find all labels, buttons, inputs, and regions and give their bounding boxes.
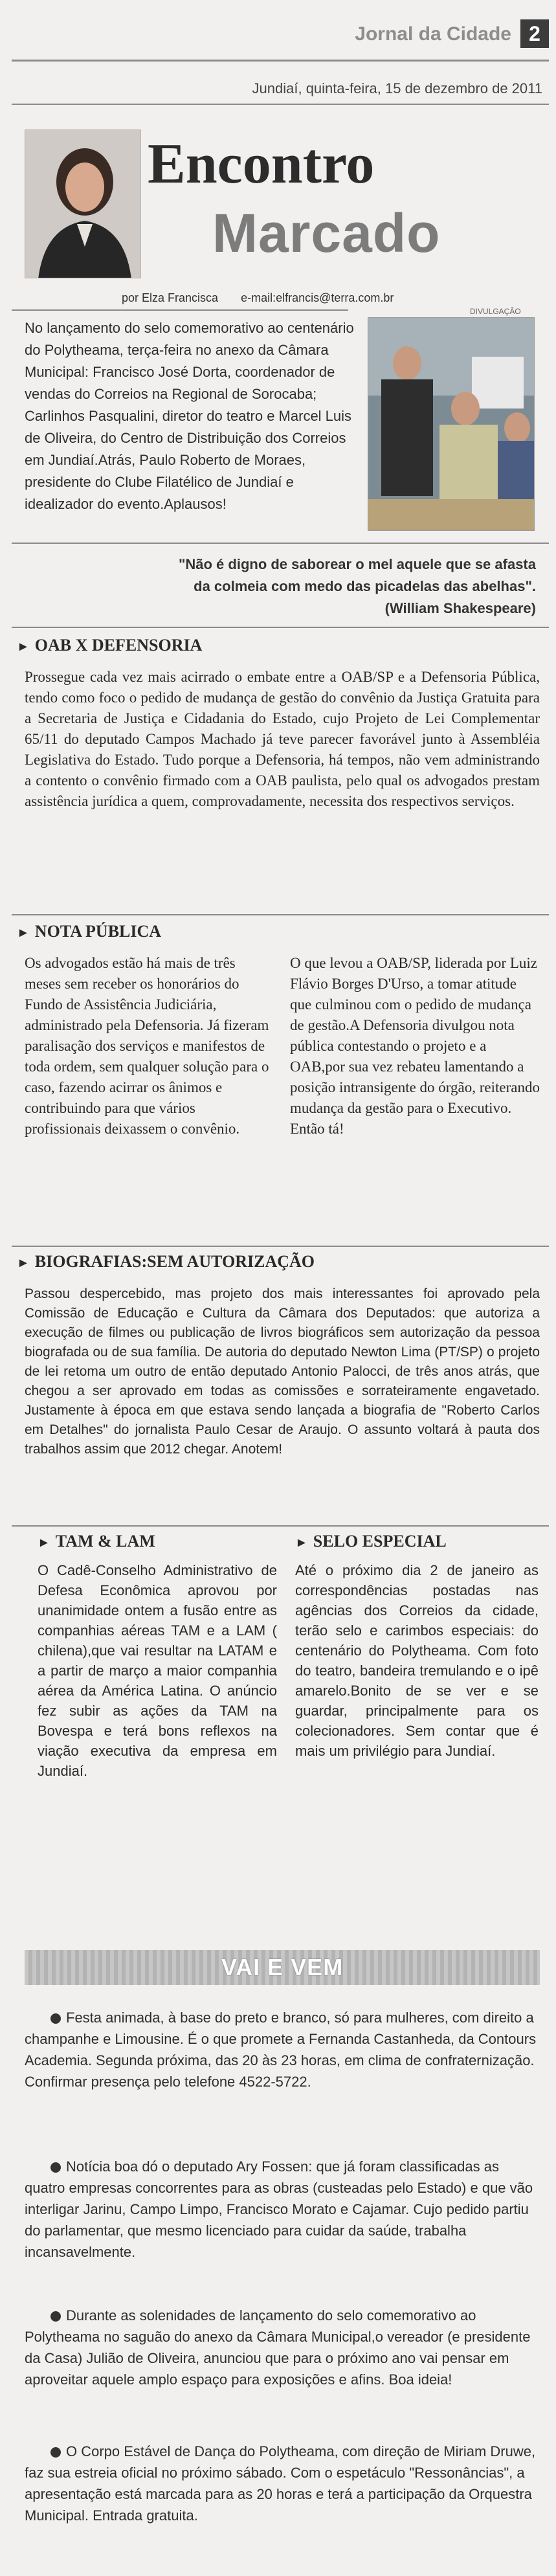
byline [122, 291, 394, 305]
arrow-icon: ► [295, 1536, 308, 1550]
bullet-icon [50, 2013, 61, 2024]
dateline: Jundiaí, quinta-feira, 15 de dezembro de 2011 [252, 80, 542, 96]
author-email: e-mail:elfrancis@terra.com.br [241, 291, 394, 304]
vai-e-vem-title: VAI E VEM [221, 1954, 344, 1980]
arrow-icon: ► [17, 926, 30, 940]
journal-name: Jornal da Cidade [355, 23, 511, 45]
page-number: 2 [520, 19, 549, 48]
bullet-icon [50, 2162, 61, 2173]
section-selo-body: Até o próximo dia 2 de janeiro as correspondências postadas nas agências dos Correios da cidade, terão selo e carimbos especiais: do centenário do Polytheama. Com foto do teatro, bandeira tremulando e o ipê amarelo.Bonito de se ver e se guardar, principalmente para os colecionadores. Sem contar que é mais um privilégio para Jundiaí. [295, 1562, 539, 1759]
byline-rule [12, 309, 348, 311]
section-nota-heading: ► NOTA PÚBLICA [17, 922, 162, 941]
vai-e-vem-item: Durante as solenidades de lançamento do selo comemorativo ao Polytheama no saguão do anexo da Câmara Municipal,o vereador (e presidente da Casa) Julião de Oliveira, anunciou que para o próximo ano vai pensar em aproveitar aquele amplo espaço para exposições e afins. Boa ideia! [25, 2307, 531, 2388]
column-title-marcado: Marcado [212, 203, 441, 263]
nota-rule [12, 1246, 549, 1247]
event-photo [368, 317, 535, 531]
biografias-rule [12, 1525, 549, 1527]
section-nota-col2: O que levou a OAB/SP, liderada por Luiz Flávio Borges D'Urso, a tomar atitude que culminou com o pedido de mudança de gestão.A Defensoria divulgou nota pública contestando o projeto e a OAB,por sua vez rebateu lamentando a posição intransigente do órgão, reiterando mudança da gestão para o Executivo. Então tá! [290, 955, 540, 1137]
portrait-image [25, 130, 141, 278]
shakespeare-quote: "Não é digno de saborear o mel aquele que se afasta da colmeia com medo das picadelas das abelhas". (William Shakespeare) [178, 556, 536, 616]
oab-rule [12, 914, 549, 915]
section-oab-body: Prossegue cada vez mais acirrado o embate entre a OAB/SP e a Defensoria Pública, tendo como foco o pedido de mudança de gestão do convênio da Justiça Gratuita para a Secretaria de Justiça e Cidadania do Estado, cujo Projeto de Lei Complementar 65/11 do deputado Campos Machado já teve parecer favorável junto à Assembléia Legislativa do Estado. Tudo porque a Defensoria, há tempos, não vem administrando a contento o convênio firmado com a OAB paulista, pelo qual os advogados prestam assistência jurídica a quem, comprovadamente, necessita dos respectivos serviços. [25, 669, 540, 809]
arrow-icon: ► [17, 1256, 30, 1270]
column-title-encontro: Encontro [148, 133, 375, 196]
top-rule [12, 60, 549, 62]
section-nota-col1: Os advogados estão há mais de três meses sem receber os honorários do Fundo de Assistência Judiciária, administrado pela Defensoria. Já fizeram paralisação dos serviços e manifestos de toda ordem, sem qualquer solução para o caso, fazendo acirrar os ânimos e contribuindo para que vários profissionais deixassem o convênio. [25, 955, 269, 1137]
author: por Elza Francisca [122, 291, 219, 304]
masthead [12, 19, 549, 47]
section-tam-heading: ► TAM & LAM [38, 1532, 155, 1551]
section-biografias-body: Passou despercebido, mas projeto dos mais interessantes foi aprovado pela Comissão de Educação e Cultura da Câmara dos Deputados: que autoriza a execução de filmes ou publicação de livros biográficos sem autorização da pessoa biografada ou de sua família. De autoria do deputado Newton Lima (PT/SP) o projeto de lei retoma um outro de então deputado Antonio Palocci, de três anos atrás, que chegou a ser aprovado em todas as comissões e sorrateiramente engavetado. Justamente à época em que estava sendo lançada a biografia de "Roberto Carlos em Detalhes" do jornalista Paulo Cesar de Araujo. O assunto voltará à pauta dos trabalhos assim que 2012 chegar. Anotem! [25, 1286, 540, 1457]
section-tam-body: O Cadê-Conselho Administrativo de Defesa Econômica aprovou por unanimidade ontem a fusão entre as companhias aéreas TAM e a LAM ( chilena),que vai resultar na LATAM e a partir de março a maior companhia aérea da América Latina. O anúncio fez subir as ações da TAM na Bovespa e terá bons reflexos na viação executiva da empresa em Jundiaí. [38, 1562, 277, 1779]
bullet-icon [50, 2311, 61, 2322]
vai-e-vem-banner [25, 1950, 540, 1985]
columnist-portrait [25, 129, 141, 278]
intro-text: No lançamento do selo comemorativo ao centenário do Polytheama, terça-feira no anexo da Câmara Municipal: Francisco José Dorta, coordenador de vendas do Correios na Regional de Sorocaba; Carlinhos Pasqualini, diretor do teatro e Marcel Luis de Oliveira, do Centro de Distribuição dos Correios em Jundiaí.Atrás, Paulo Roberto de Moraes, presidente do Clube Filatélico de Jundiaí e idealizador do evento.Aplausos! [25, 320, 354, 512]
section-biografias-heading: ► BIOGRAFIAS:SEM AUTORIZAÇÃO [17, 1252, 315, 1271]
vai-e-vem-item: O Corpo Estável de Dança do Polytheama, com direção de Miriam Druwe, faz sua estreia oficial no próximo sábado. Com o espetáculo "Ressonâncias", a apresentação está marcada para as 20 horas e terá a participação da Orquestra Municipal. Entrada gratuita. [25, 2443, 536, 2524]
quote-rule [12, 627, 549, 628]
arrow-icon: ► [17, 640, 30, 654]
newspaper-page [12, 0, 549, 2576]
section-oab-heading: ► OAB X DEFENSORIA [17, 636, 203, 655]
section-selo-heading: ► SELO ESPECIAL [295, 1532, 447, 1551]
event-photo-image [368, 318, 535, 531]
photo-credit: DIVULGAÇÃO [470, 307, 521, 316]
vai-e-vem-item: Notícia boa dó o deputado Ary Fossen: que já foram classificadas as quatro empresas concorrentes para as obras (custeadas pelo Estado) e que vão interligar Jarinu, Campo Limpo, Francisco Morato e Cajamar. Cujo pedido partiu do parlamentar, que mesmo licenciado para cuidar da saúde, trabalha incansavelmente. [25, 2158, 533, 2260]
arrow-icon: ► [38, 1536, 50, 1550]
bullet-icon [50, 2447, 61, 2458]
vai-e-vem-item: Festa animada, à base do preto e branco, só para mulheres, com direito a champanhe e Limousine. É o que promete a Fernanda Castanheda, da Contours Academia. Segunda próxima, das 20 às 23 horas, em clima de confraternização. Confirmar presença pelo telefone 4522-5722. [25, 2010, 537, 2090]
intro-rule [12, 543, 549, 544]
header-rule [12, 104, 549, 105]
